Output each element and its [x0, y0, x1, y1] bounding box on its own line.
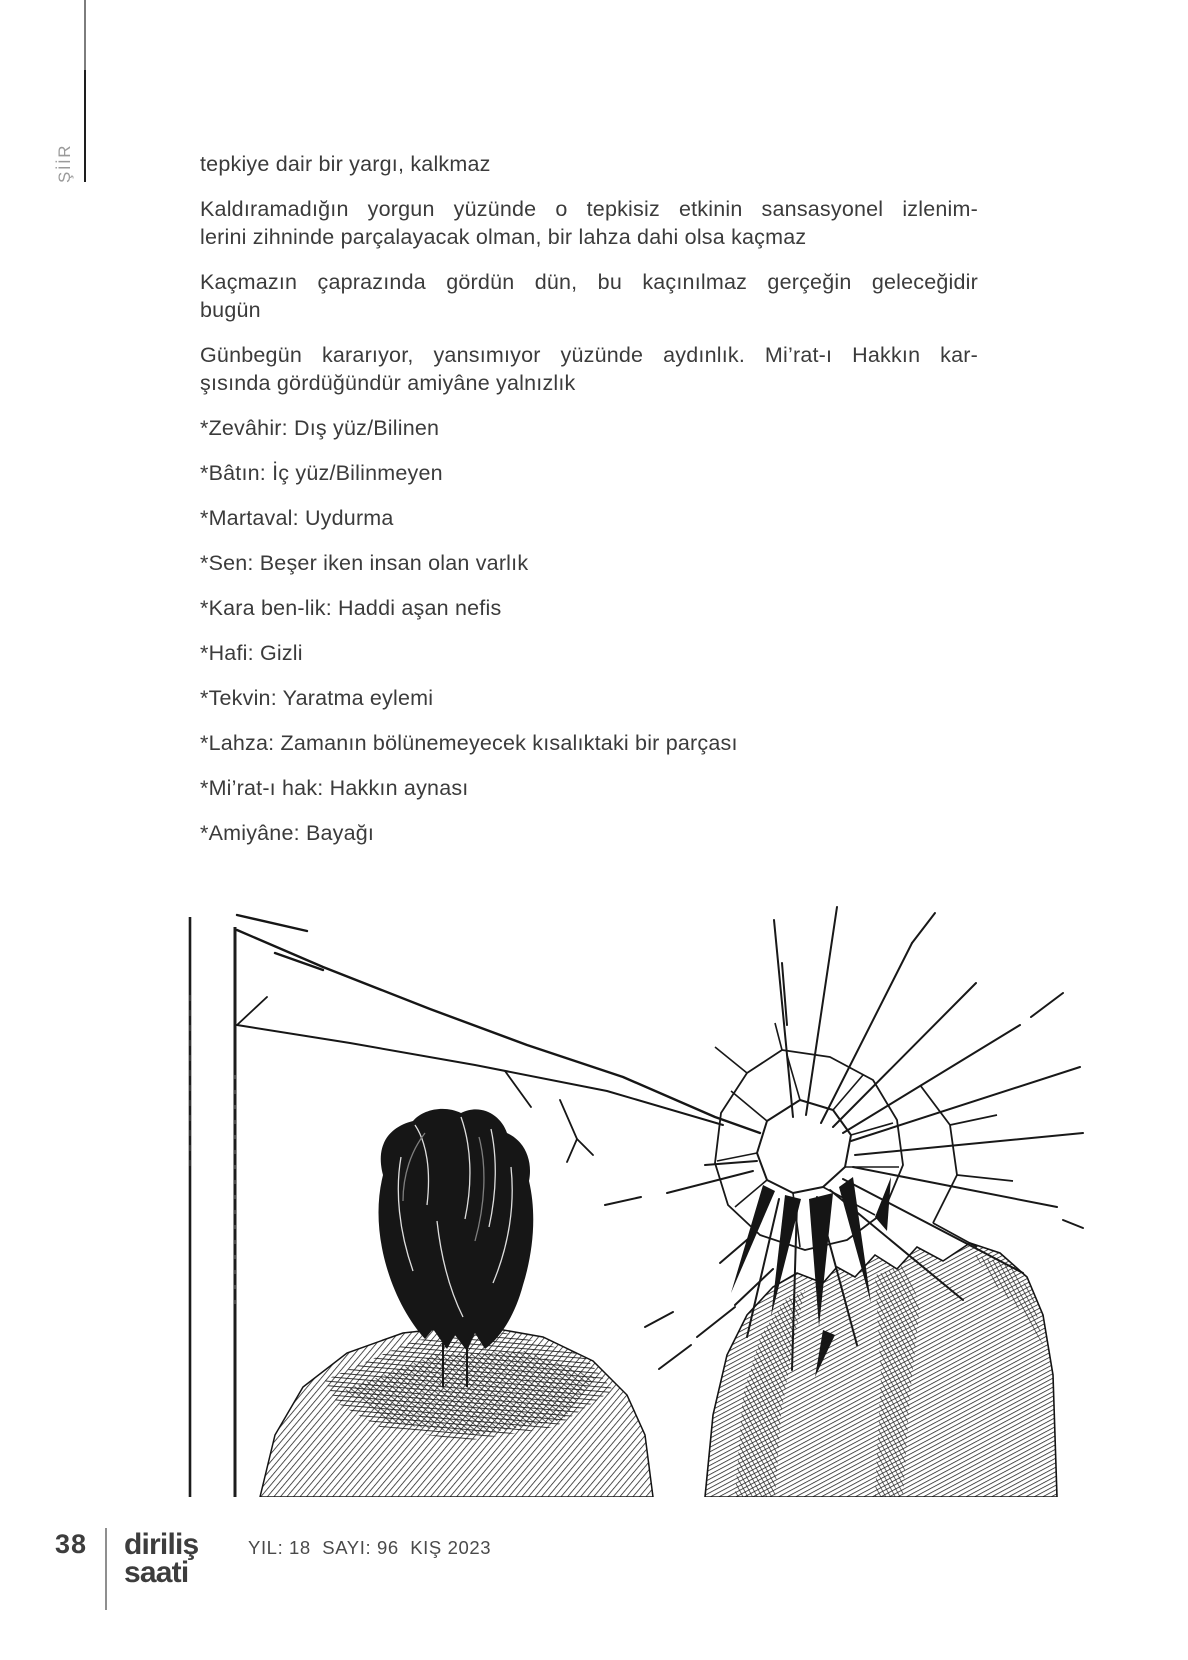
poem-line: *Bâtın: İç yüz/Bilinmeyen [200, 461, 443, 485]
poem-line: Günbegün kararıyor, yansımıyor yüzünde aydınlık. Mi’rat-ı Hakkın kar- [200, 343, 978, 367]
poem-line: *Kara ben-lik: Haddi aşan nefis [200, 596, 502, 620]
poem-line: *Martaval: Uydurma [200, 506, 394, 530]
poem-line: tepkiye dair bir yargı, kalkmaz [200, 152, 491, 176]
poem-line: Kaçmazın çaprazında gördün dün, bu kaçınılmaz gerçeğin geleceğidir [200, 270, 978, 294]
page-number: 38 [55, 1529, 88, 1559]
poem-line: *Lahza: Zamanın bölünemeyecek kısalıktaki bir parçası [200, 731, 738, 755]
poem-text-block [200, 150, 978, 847]
poem-line: *Sen: Beşer iken insan olan varlık [200, 551, 529, 575]
poem-line: *Amiyâne: Bayağı [200, 821, 375, 845]
footer-divider [105, 1528, 107, 1610]
magazine-logo-line2: saati [124, 1556, 189, 1589]
poem-line: *Zevâhir: Dış yüz/Bilinen [200, 416, 440, 440]
issue-info: YIL: 18 SAYI: 96 KIŞ 2023 [248, 1537, 492, 1558]
spine-bar-gray-segment [84, 0, 86, 70]
spine-bar-dark-segment [84, 70, 86, 182]
poem-line: Kaldıramadığın yorgun yüzünde o tepkisiz etkinin sansasyonel izlenim- [200, 197, 978, 221]
poem-line: bugün [200, 298, 261, 322]
illustration-shattered-mirror [175, 875, 1090, 1497]
magazine-logo [124, 1528, 199, 1589]
poem-line: *Mi’rat-ı hak: Hakkın aynası [200, 776, 469, 800]
poem-line: *Hafi: Gizli [200, 641, 303, 665]
poem-line: *Tekvin: Yaratma eylemi [200, 686, 434, 710]
poem-line: şısında gördüğündür amiyâne yalnızlık [200, 371, 576, 395]
magazine-logo-line1: diriliş [124, 1528, 199, 1561]
section-label: ŞİİR [55, 143, 74, 183]
poem-line: lerini zihninde parçalayacak olman, bir lahza dahi olsa kaçmaz [200, 225, 807, 249]
